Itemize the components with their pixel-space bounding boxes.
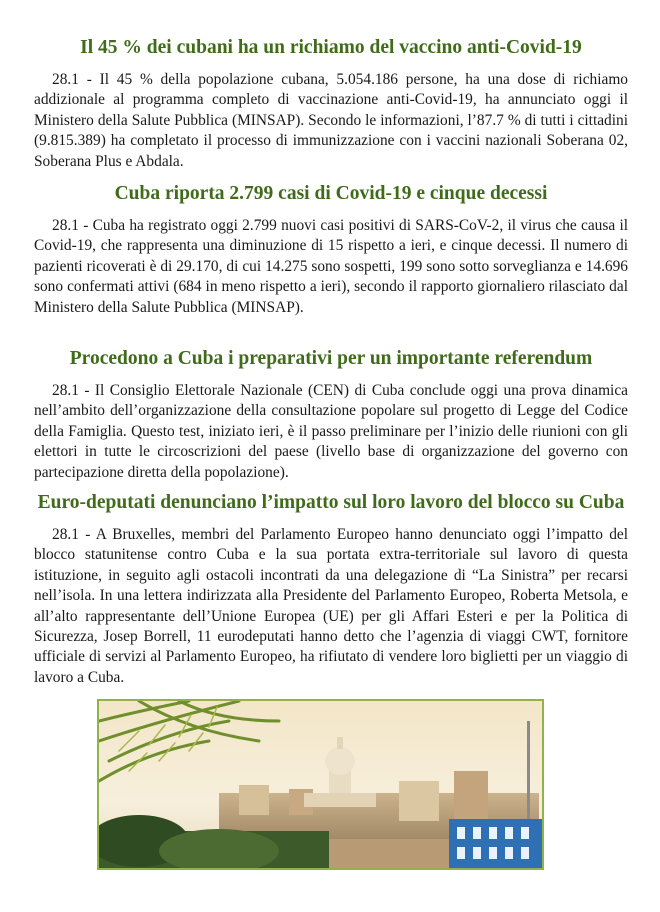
article-eurodeputies	[34, 491, 628, 688]
article-headline: Euro-deputati denunciano l’impatto sul loro lavoro del blocco su Cuba	[37, 492, 625, 513]
article-headline: Cuba riporta 2.799 casi di Covid-19 e cinque decessi	[114, 183, 548, 204]
article-body: 28.1 - Il Consiglio Elettorale Nazionale (CEN) di Cuba conclude oggi una prova dinamica nell’ambito dell’organizzazione della consultazione popolare sul progetto di Legge del Codice della Famiglia. Questo test, iniziato ieri, è il passo preliminare per l’inizio delle riunioni con gli elettori in tutte le circoscrizioni del paese (livello base di organizzazione del governo con partecipazione diretta della popolazione).	[34, 382, 628, 481]
article-body: 28.1 - Il 45 % della popolazione cubana, 5.054.186 persone, ha una dose di richiamo addizionale al programma completo di vaccinazione anti-Covid-19, ha annunciato oggi il Ministero della Salute Pubblica (MINSAP). Secondo le informazioni, l’87.7 % di tutti i cittadini (9.815.389) ha completato il processo di immunizzazione con i vaccini nazionali Soberana 02, Soberana Plus e Abdala.	[34, 71, 628, 170]
article-headline: Procedono a Cuba i preparativi per un importante referendum	[69, 348, 593, 369]
article-body: 28.1 - A Bruxelles, membri del Parlamento Europeo hanno denunciato oggi l’impatto del blocco statunitense contro Cuba e la sua portata extra-territoriale sul lavoro di questa istituzione, in seguito agli ostacoli incontrati da una delegazione di “La Sinistra” per recarsi nell’isola. In una lettera indirizzata alla Presidente del Parlamento Europeo, Roberta Metsola, e all’alto rappresentante dell’Unione Europea (UE) per gli Affari Esteri e per la Politica di Sicurezza, Josep Borrell, 11 eurodeputati hanno detto che l’agenzia di viaggi CWT, fornitore ufficiale di servizi al Parlamento Europeo, ha rifiutato di vendere loro biglietti per un viaggio di lavoro a Cuba.	[34, 526, 628, 686]
article-referendum	[34, 347, 628, 483]
article-body: 28.1 - Cuba ha registrato oggi 2.799 nuovi casi positivi di SARS-CoV-2, il virus che causa il Covid-19, che rappresenta una diminuzione di 15 rispetto a ieri, e cinque decessi. Il numero di pazienti ricoverati è di 29.170, di cui 14.275 sono sospetti, 199 sono sotto sorveglianza e 14.696 sono confermati attivi (684 in meno rispetto a ieri), secondo il rapporto giornaliero rilasciato dal Ministero della Salute Pubblica (MINSAP).	[34, 217, 628, 316]
article-vaccine-booster	[34, 36, 628, 172]
article-headline: Il 45 % dei cubani ha un richiamo del vaccino anti-Covid-19	[80, 37, 582, 58]
havana-skyline-photo	[97, 699, 544, 870]
article-covid-cases	[34, 182, 628, 318]
